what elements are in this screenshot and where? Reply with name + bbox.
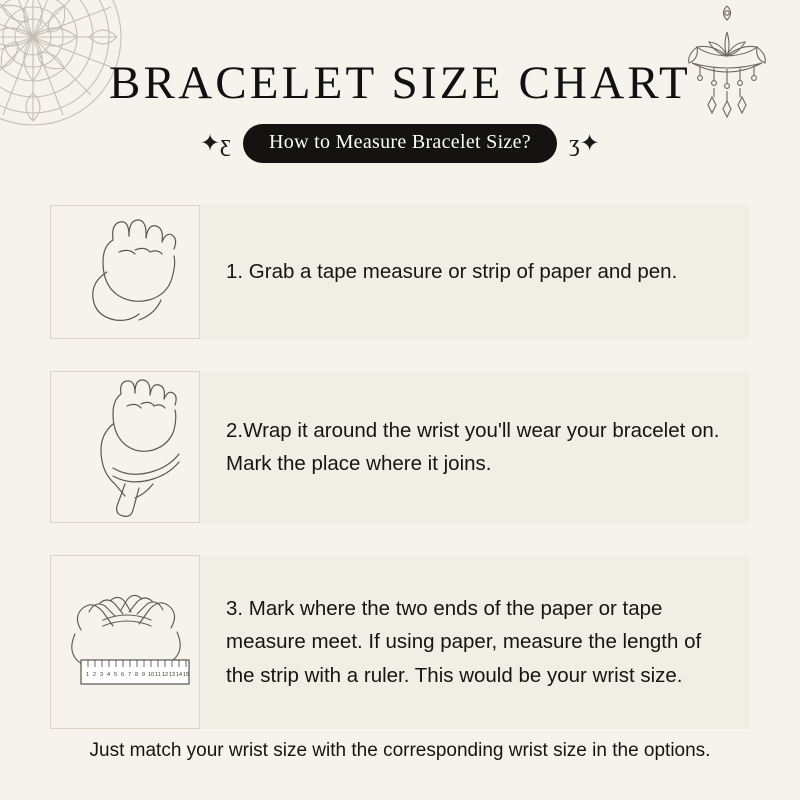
svg-text:11: 11 (155, 672, 161, 678)
subtitle-pill: How to Measure Bracelet Size? (243, 124, 557, 163)
step-item-1 (50, 205, 750, 339)
svg-text:15: 15 (183, 672, 190, 678)
svg-text:12: 12 (162, 672, 169, 678)
svg-text:6: 6 (121, 672, 125, 678)
step-2-text: 2.Wrap it around the wrist you'll wear your bracelet on. Mark the place where it joins. (226, 418, 720, 475)
step-3-text: 3. Mark where the two ends of the paper or tape measure meet. If using paper, measure the length of the strip with a ruler. This would be your wrist size. (226, 597, 702, 687)
step-2-illustration (50, 371, 200, 523)
flourish-right-icon: ʒ✦ (568, 130, 600, 157)
footer-note: Just match your wrist size with the corresponding wrist size in the options. (89, 740, 711, 761)
step-1-text: 1. Grab a tape measure or strip of paper and pen. (226, 260, 678, 284)
svg-text:2: 2 (93, 672, 97, 678)
svg-text:9: 9 (142, 672, 146, 678)
step-item-3 (50, 555, 750, 729)
svg-text:7: 7 (128, 672, 132, 678)
page-title: BRACELET SIZE CHART (109, 57, 691, 109)
svg-text:10: 10 (148, 672, 155, 678)
svg-text:3: 3 (100, 672, 104, 678)
flourish-left-icon: ʒ✦ (200, 130, 232, 157)
svg-text:5: 5 (114, 672, 118, 678)
step-3-illustration (50, 555, 200, 729)
svg-text:13: 13 (169, 672, 176, 678)
svg-text:8: 8 (135, 672, 139, 678)
step-item-2 (50, 371, 750, 523)
steps-list (0, 205, 800, 761)
svg-text:14: 14 (176, 672, 183, 678)
step-1-illustration (50, 205, 200, 339)
svg-text:1: 1 (86, 672, 90, 678)
svg-text:4: 4 (107, 672, 111, 678)
subtitle-row (0, 124, 800, 163)
